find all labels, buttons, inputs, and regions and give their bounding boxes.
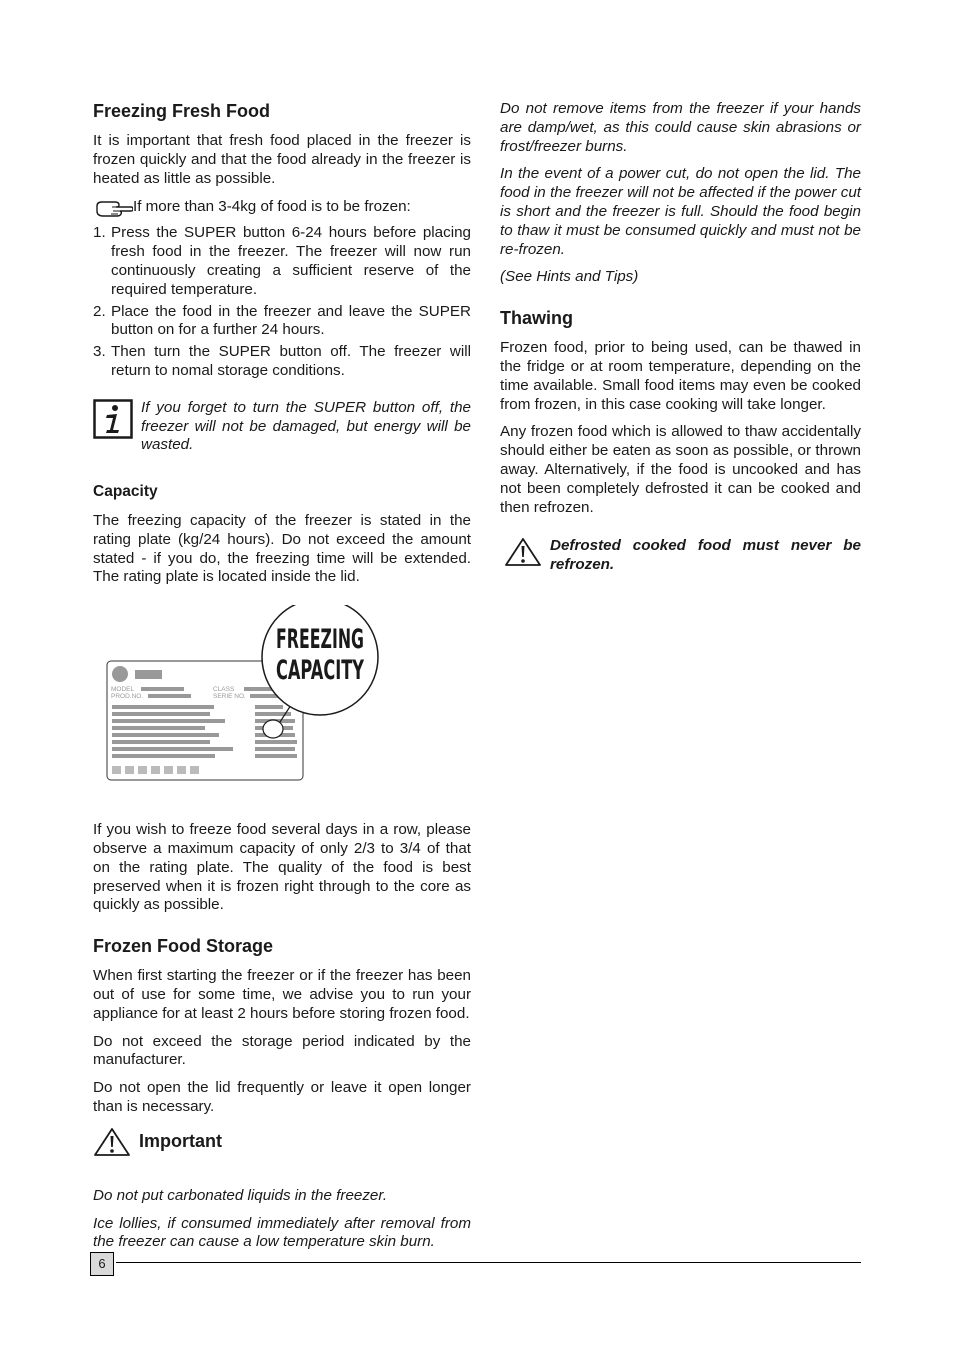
thawing-heading: Thawing	[500, 308, 573, 329]
step-text: Place the food in the freezer and leave the SUPER button on for a further 24 hours.	[111, 302, 471, 339]
capacity-text: The freezing capacity of the freezer is stated in the rating plate (kg/24 hours). Do not exceed the amount stated - if you do, the freezing time will be extended. The rating plate is located inside the lid.	[93, 511, 471, 586]
defrosted-warning	[504, 537, 861, 575]
power-cut-warning: In the event of a power cut, do not open the lid. The food in the freezer will not be affected if the power cut is short and the freezer is full. Should the food begin to thaw it must be consumed quickly and must not be re-frozen.	[500, 165, 861, 258]
callout-line-1: FREEZING	[276, 624, 364, 656]
damp-hands-warning: Do not remove items from the freezer if your hands are damp/wet, as this could cause skin abrasions or frost/freezer burns.	[500, 100, 861, 155]
info-note	[93, 399, 471, 455]
plate-model-label: MODEL	[111, 686, 135, 694]
plate-prod-label: PROD.NO.	[111, 693, 144, 701]
step-number: 2.	[93, 302, 106, 320]
plate-serie-label: SERIE NO.	[213, 693, 246, 701]
footer-rule	[116, 1262, 861, 1263]
left-column	[93, 100, 471, 1261]
list-item	[93, 224, 471, 299]
right-column	[500, 100, 861, 575]
warning-triangle-icon	[504, 537, 542, 567]
hand-note	[93, 198, 471, 218]
info-icon	[93, 399, 133, 439]
steps-list	[93, 224, 471, 380]
hand-note-text: If more than 3-4kg of food is to be frozen:	[133, 198, 411, 216]
page-number: 6	[90, 1252, 114, 1276]
important-label: Important	[139, 1130, 222, 1151]
freezing-fresh-food-heading: Freezing Fresh Food	[93, 101, 271, 121]
important-paragraph: Do not put carbonated liquids in the freezer.	[93, 1186, 388, 1204]
capacity-heading: Capacity	[93, 483, 158, 501]
step-text: Then turn the SUPER button off. The freezer will return to nomal storage conditions.	[111, 343, 471, 379]
list-item	[93, 303, 471, 341]
rating-plate-illustration	[93, 605, 471, 805]
storage-paragraph: Do not exceed the storage period indicated by the manufacturer.	[93, 1032, 471, 1069]
plate-class-label: CLASS	[213, 686, 235, 694]
thawing-paragraph: Any frozen food which is allowed to thaw accidentally should either be eaten as soon as possible, or thrown away. Alternatively, if the food is uncooked and has not been completely defrosted it can be cooked and then refrozen.	[500, 423, 861, 516]
freezing-intro: It is important that fresh food placed in the freezer is frozen quickly and that the food already in the freezer is heated as little as possible.	[93, 132, 471, 187]
info-note-text: If you forget to turn the SUPER button off, the freezer will not be damaged, but energy will be wasted.	[141, 398, 471, 454]
thawing-paragraph: Frozen food, prior to being used, can be thawed in the fridge or at room temperature, depending on the time available. Small food items may even be cooked from frozen, in this case cooking will take longer.	[500, 339, 861, 413]
important-paragraph: Ice lollies, if consumed immediately after removal from the freezer can cause a low temperature skin burn.	[93, 1214, 471, 1251]
pointing-hand-icon	[93, 198, 133, 218]
defrosted-warning-text: Defrosted cooked food must never be refrozen.	[550, 537, 861, 574]
frozen-food-storage-heading: Frozen Food Storage	[93, 936, 273, 957]
several-days-text: If you wish to freeze food several days in a row, please observe a maximum capacity of only 2/3 to 3/4 of that on the rating plate. The quality of the food is best preserved when it is frozen right through to the core as quickly as possible.	[93, 821, 471, 914]
storage-paragraph: When first starting the freezer or if the freezer has been out of use for some time, we advise you to run your appliance for at least 2 hours before storing frozen food.	[93, 967, 471, 1022]
callout-line-2: CAPACITY	[276, 655, 365, 687]
step-number: 3.	[93, 343, 106, 361]
step-text: Press the SUPER button 6-24 hours before placing fresh food in the freezer. The freezer will now run continuously creating a sufficient reserve of the required temperature.	[111, 224, 471, 298]
warning-triangle-icon	[93, 1127, 131, 1157]
rating-plate-figure	[93, 605, 471, 805]
see-hints-reference: (See Hints and Tips)	[500, 268, 639, 286]
step-number: 1.	[93, 224, 106, 242]
important-heading-row	[93, 1127, 471, 1157]
storage-paragraph: Do not open the lid frequently or leave it open longer than is necessary.	[93, 1079, 471, 1115]
list-item	[93, 343, 471, 381]
